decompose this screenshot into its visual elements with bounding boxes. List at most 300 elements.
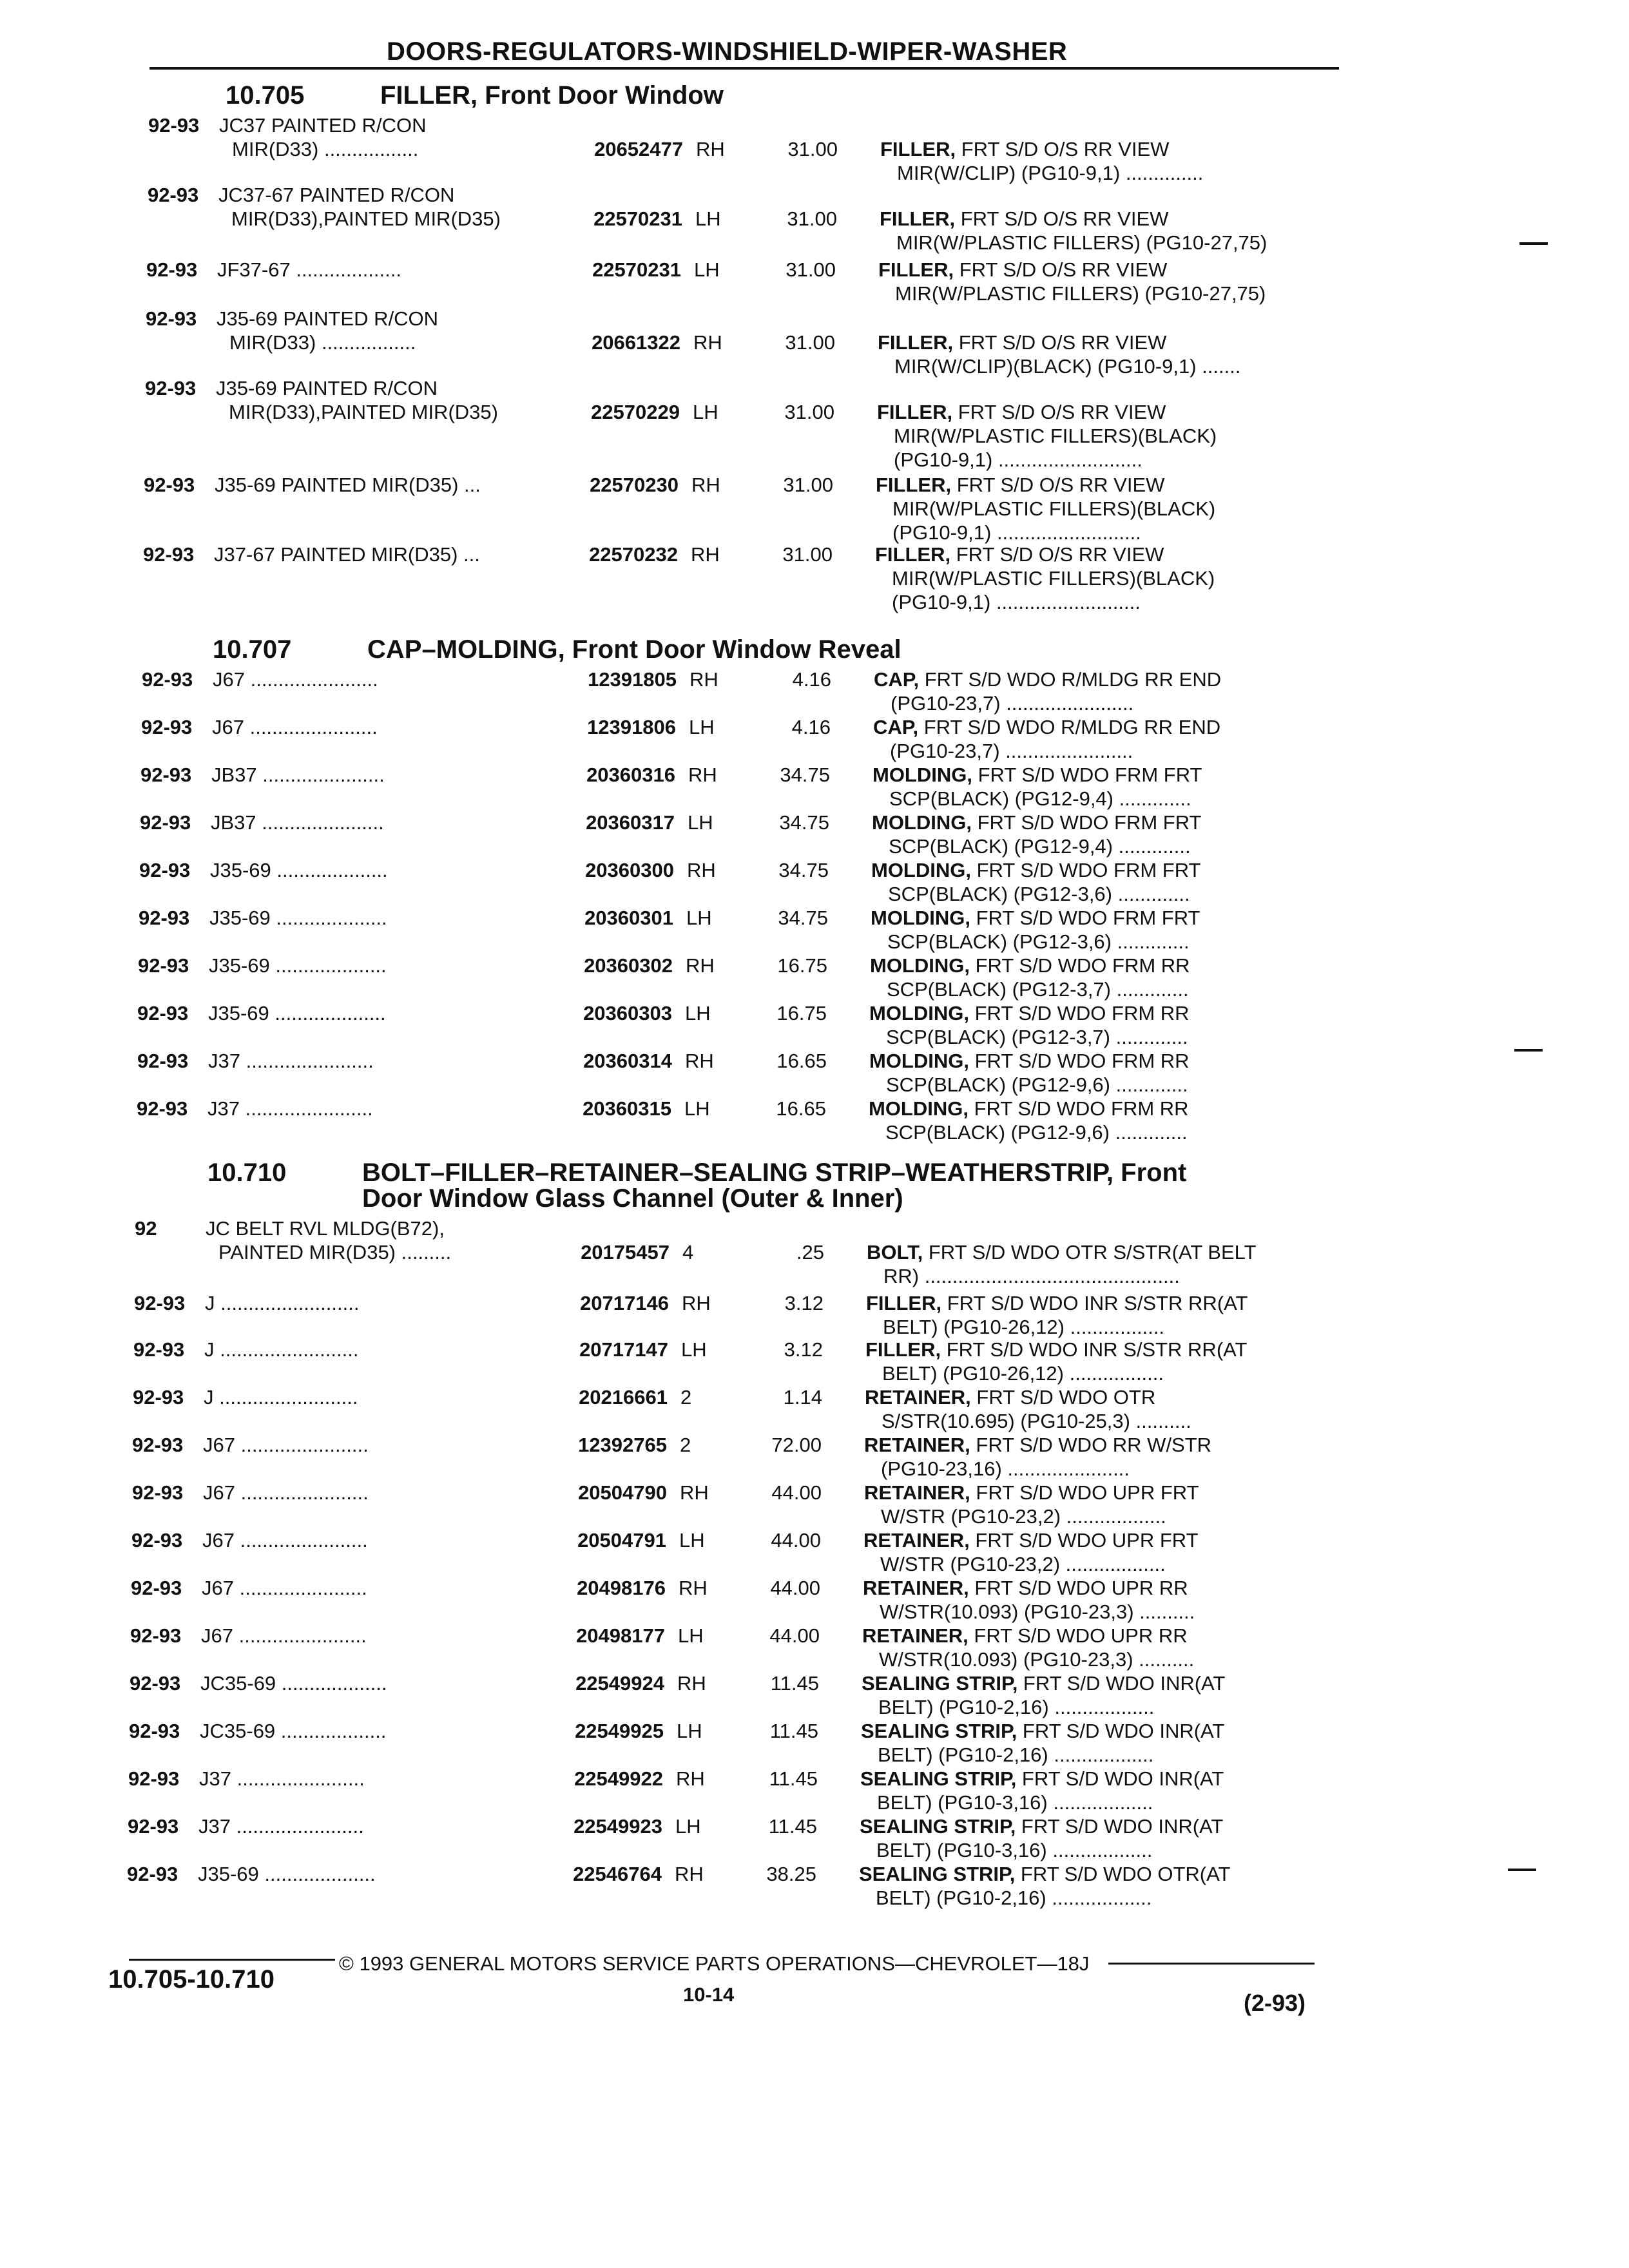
part-description-text: FRT S/D WDO INR(AT	[1017, 1672, 1226, 1695]
part-description-line: RR) ..............................................	[883, 1265, 1180, 1287]
application-desc: J .........................	[204, 1386, 358, 1408]
part-description	[880, 137, 1169, 161]
part-description-text: FRT S/D WDO UPR RR	[968, 1624, 1188, 1647]
side-qty: LH	[685, 1002, 711, 1024]
model-year: 92-93	[148, 114, 200, 137]
part-name: CAP,	[873, 716, 919, 738]
part-description-line: S/STR(10.695) (PG10-25,3) ..........	[882, 1410, 1191, 1432]
application-desc: J35-69 ....................	[209, 907, 387, 929]
part-description	[871, 858, 1201, 882]
price: 4.16	[791, 716, 831, 738]
application-desc: JC37 PAINTED R/CON	[219, 114, 427, 137]
part-description-text: FRT S/D WDO FRM FRT	[970, 907, 1200, 929]
part-description-text: FRT S/D O/S RR VIEW	[950, 543, 1164, 566]
model-year: 92-93	[131, 1577, 182, 1599]
part-description-line: SCP(BLACK) (PG12-9,6) .............	[885, 1121, 1188, 1144]
application-desc: J35-69 ....................	[208, 1002, 386, 1024]
part-description	[867, 1240, 1257, 1264]
part-description-line: SCP(BLACK) (PG12-3,6) .............	[888, 883, 1190, 905]
part-number: 22570230	[590, 474, 679, 496]
part-name: FILLER,	[876, 474, 952, 496]
application-desc: JB37 ......................	[211, 764, 385, 786]
price: 34.75	[778, 907, 828, 929]
side-qty: RH	[677, 1672, 706, 1695]
part-description	[878, 258, 1167, 282]
model-year: 92-93	[138, 954, 189, 977]
part-name: RETAINER,	[865, 1386, 971, 1408]
part-description	[860, 1814, 1223, 1838]
model-year: 92-93	[133, 1338, 185, 1361]
footer-revision-date: (2-93)	[1244, 1990, 1306, 2016]
margin-mark	[1508, 1869, 1536, 1871]
side-qty: RH	[675, 1863, 704, 1885]
part-description-text: FRT S/D WDO INR S/STR RR(AT	[941, 1338, 1248, 1361]
side-qty: LH	[686, 907, 712, 929]
part-description-text: FRT S/D WDO OTR(AT	[1015, 1863, 1231, 1885]
part-number: 12392765	[578, 1434, 667, 1456]
part-description	[863, 1528, 1199, 1552]
application-desc: J35-69 ....................	[209, 954, 387, 977]
price: 16.65	[776, 1050, 827, 1072]
price: 31.00	[787, 207, 837, 230]
part-number: 22570231	[593, 207, 682, 230]
application-desc-cont: MIR(D33),PAINTED MIR(D35)	[231, 207, 501, 230]
part-description-line: W/STR (PG10-23,2) ..................	[881, 1505, 1166, 1528]
part-number: 12391806	[587, 716, 676, 738]
part-number: 20360317	[586, 811, 675, 834]
side-qty: LH	[693, 401, 718, 423]
part-description-text: FRT S/D WDO R/MLDG RR END	[918, 716, 1221, 738]
footer-rule-right	[1108, 1963, 1315, 1965]
side-qty: LH	[684, 1097, 710, 1120]
application-desc: JC35-69 ...................	[200, 1672, 387, 1695]
price: 44.00	[771, 1529, 821, 1552]
side-qty: RH	[679, 1577, 708, 1599]
application-desc: J37 .......................	[199, 1767, 365, 1790]
part-description-line: MIR(W/CLIP) (PG10-9,1) ..............	[897, 162, 1204, 184]
part-name: MOLDING,	[869, 1050, 969, 1072]
price: 34.75	[780, 764, 830, 786]
price: 16.75	[777, 954, 827, 977]
price: .25	[796, 1241, 824, 1264]
price: 31.00	[783, 474, 833, 496]
part-name: FILLER,	[866, 1292, 942, 1314]
part-description	[862, 1671, 1225, 1695]
application-desc: J35-69 ....................	[210, 859, 388, 881]
side-qty: RH	[686, 954, 715, 977]
part-description-text: FRT S/D WDO OTR	[970, 1386, 1156, 1408]
part-description-text: FRT S/D WDO FRM FRT	[972, 811, 1202, 834]
part-name: SEALING STRIP,	[861, 1720, 1017, 1742]
application-desc: J37 .......................	[198, 1815, 364, 1838]
application-desc: J35-69 PAINTED R/CON	[217, 307, 438, 330]
part-name: SEALING STRIP,	[860, 1815, 1016, 1838]
part-description-text: FRT S/D O/S RR VIEW	[955, 207, 1169, 230]
model-year: 92-93	[142, 668, 193, 691]
side-qty: RH	[696, 138, 725, 160]
part-description	[878, 331, 1166, 354]
application-desc-cont: MIR(D33) .................	[232, 138, 419, 160]
part-name: RETAINER,	[863, 1577, 969, 1599]
part-description-text: FRT S/D O/S RR VIEW	[951, 474, 1165, 496]
side-qty: LH	[678, 1624, 704, 1647]
model-year: 92	[135, 1217, 157, 1240]
part-name: MOLDING,	[871, 859, 971, 881]
section-number: 10.705	[226, 81, 305, 110]
side-qty: RH	[682, 1292, 711, 1314]
model-year: 92-93	[132, 1481, 184, 1504]
side-qty: LH	[695, 207, 721, 230]
model-year: 92-93	[146, 258, 198, 281]
model-year: 92-93	[129, 1720, 180, 1742]
model-year: 92-93	[143, 543, 195, 566]
part-number: 20360302	[584, 954, 673, 977]
price: 11.45	[769, 1767, 818, 1790]
side-qty: RH	[691, 543, 720, 566]
part-description-line: W/STR (PG10-23,2) ..................	[880, 1553, 1166, 1575]
part-number: 20360316	[586, 764, 675, 786]
part-description-text: FRT S/D WDO FRM RR	[969, 1002, 1190, 1024]
part-description-line: MIR(W/PLASTIC FILLERS)(BLACK)	[892, 497, 1216, 520]
side-qty: LH	[689, 716, 715, 738]
part-description	[869, 1001, 1190, 1025]
part-number: 22570231	[592, 258, 681, 281]
part-description-line: SCP(BLACK) (PG12-9,6) .............	[886, 1073, 1188, 1096]
part-description-text: FRT S/D WDO RR W/STR	[970, 1434, 1212, 1456]
part-number: 20216661	[579, 1386, 668, 1408]
model-year: 92-93	[137, 1050, 189, 1072]
model-year: 92-93	[128, 1815, 179, 1838]
part-description-line: MIR(W/PLASTIC FILLERS)(BLACK)	[892, 567, 1215, 590]
application-desc: J35-69 PAINTED R/CON	[216, 377, 438, 399]
price: 44.00	[769, 1624, 820, 1647]
side-qty: LH	[688, 811, 713, 834]
part-description	[872, 811, 1202, 834]
application-desc: J .........................	[204, 1338, 359, 1361]
part-name: RETAINER,	[862, 1624, 969, 1647]
part-description-text: FRT S/D WDO FRM FRT	[972, 764, 1202, 786]
side-qty: LH	[677, 1720, 702, 1742]
part-number: 12391805	[588, 668, 677, 691]
side-qty: 2	[680, 1386, 692, 1408]
model-year: 92-93	[130, 1672, 181, 1695]
part-description	[866, 1291, 1248, 1315]
part-number: 20360314	[583, 1050, 672, 1072]
part-description	[865, 1338, 1247, 1361]
part-description-text: FRT S/D WDO INR(AT	[1016, 1815, 1224, 1838]
part-description-line: BELT) (PG10-2,16) ..................	[878, 1696, 1155, 1718]
part-name: RETAINER,	[864, 1481, 970, 1504]
part-description-line: (PG10-9,1) ..........................	[894, 448, 1142, 471]
part-description-line: BELT) (PG10-26,12) .................	[883, 1316, 1165, 1338]
part-description-text: FRT S/D WDO OTR S/STR(AT BELT	[923, 1241, 1257, 1264]
side-qty: LH	[681, 1338, 707, 1361]
part-description-text: FRT S/D WDO INR(AT	[1016, 1767, 1224, 1790]
part-description	[863, 1576, 1188, 1600]
part-description-line: SCP(BLACK) (PG12-3,7) .............	[887, 978, 1189, 1001]
model-year: 92-93	[139, 859, 191, 881]
part-description-line: MIR(W/PLASTIC FILLERS) (PG10-27,75)	[895, 282, 1266, 305]
side-qty: RH	[693, 331, 722, 354]
part-name: FILLER,	[877, 401, 953, 423]
model-year: 92-93	[128, 1767, 180, 1790]
part-description-text: FRT S/D WDO INR S/STR RR(AT	[941, 1292, 1248, 1314]
application-desc: JC35-69 ...................	[200, 1720, 387, 1742]
section-heading: CAP–MOLDING, Front Door Window Reveal	[367, 635, 901, 664]
part-description	[861, 1719, 1224, 1743]
footer-section-range: 10.705-10.710	[108, 1965, 275, 1994]
part-description-text: FRT S/D O/S RR VIEW	[953, 331, 1167, 354]
part-number: 20360315	[583, 1097, 671, 1120]
part-description	[875, 543, 1164, 566]
price: 38.25	[766, 1863, 816, 1885]
part-name: SEALING STRIP,	[859, 1863, 1016, 1885]
section-number: 10.707	[213, 635, 292, 664]
part-description-text: FRT S/D WDO UPR FRT	[970, 1481, 1199, 1504]
model-year: 92-93	[141, 716, 193, 738]
model-year: 92-93	[131, 1529, 183, 1552]
model-year: 92-93	[144, 474, 195, 496]
part-description-line: BELT) (PG10-2,16) ..................	[876, 1887, 1152, 1909]
price: 11.45	[768, 1815, 817, 1838]
model-year: 92-93	[145, 377, 197, 399]
price: 1.14	[783, 1386, 822, 1408]
model-year: 92-93	[140, 811, 191, 834]
part-name: RETAINER,	[863, 1529, 970, 1552]
part-description	[880, 207, 1168, 231]
price: 16.65	[776, 1097, 826, 1120]
application-desc: J37 .......................	[208, 1050, 374, 1072]
part-description-text: FRT S/D WDO UPR RR	[969, 1577, 1188, 1599]
part-name: MOLDING,	[872, 811, 972, 834]
model-year: 92-93	[140, 764, 192, 786]
part-description	[871, 906, 1200, 930]
section-title	[207, 1160, 1186, 1211]
application-desc: J67 .......................	[212, 716, 378, 738]
part-number: 20360300	[585, 859, 674, 881]
part-description-text: FRT S/D O/S RR VIEW	[952, 401, 1166, 423]
part-number: 22570232	[589, 543, 678, 566]
part-description	[859, 1862, 1230, 1886]
side-qty: RH	[689, 668, 718, 691]
section-number: 10.710	[207, 1158, 287, 1187]
part-description-line: BELT) (PG10-3,16) ..................	[877, 1791, 1153, 1814]
part-number: 20504790	[578, 1481, 667, 1504]
part-number: 20504791	[577, 1529, 666, 1552]
part-description-line: (PG10-23,16) ......................	[881, 1457, 1130, 1480]
part-description-line: SCP(BLACK) (PG12-9,4) .............	[889, 835, 1191, 858]
model-year: 92-93	[148, 184, 199, 206]
part-description-line: W/STR(10.093) (PG10-23,3) ..........	[880, 1600, 1195, 1623]
part-number: 20717147	[579, 1338, 668, 1361]
part-description	[874, 668, 1221, 691]
price: 11.45	[770, 1672, 819, 1695]
part-number: 20360303	[583, 1002, 672, 1024]
side-qty: RH	[688, 764, 717, 786]
part-description-line: (PG10-9,1) ..........................	[892, 521, 1141, 544]
part-number: 22549924	[575, 1672, 664, 1695]
price: 34.75	[778, 859, 829, 881]
part-description-text: FRT S/D O/S RR VIEW	[954, 258, 1168, 281]
part-name: FILLER,	[880, 138, 956, 160]
part-number: 22546764	[573, 1863, 662, 1885]
footer-page-number: 10-14	[683, 1983, 735, 2006]
part-number: 22549925	[575, 1720, 664, 1742]
side-qty: 4	[682, 1241, 694, 1264]
part-name: FILLER,	[875, 543, 951, 566]
application-desc-cont: MIR(D33),PAINTED MIR(D35)	[229, 401, 498, 423]
part-description-text: FRT S/D WDO FRM FRT	[971, 859, 1201, 881]
part-name: SEALING STRIP,	[862, 1672, 1018, 1695]
part-description	[864, 1433, 1211, 1457]
price: 3.12	[784, 1292, 824, 1314]
part-number: 20498176	[577, 1577, 666, 1599]
price: 31.00	[787, 138, 838, 160]
part-name: MOLDING,	[870, 954, 970, 977]
part-description-line: SCP(BLACK) (PG12-9,4) .............	[889, 787, 1191, 810]
part-name: SEALING STRIP,	[860, 1767, 1017, 1790]
part-description-text: FRT S/D WDO FRM RR	[969, 1050, 1190, 1072]
model-year: 92-93	[132, 1434, 184, 1456]
part-description	[869, 1049, 1190, 1073]
part-name: FILLER,	[865, 1338, 941, 1361]
margin-mark	[1514, 1049, 1543, 1052]
price: 31.00	[784, 401, 834, 423]
side-qty: RH	[687, 859, 716, 881]
application-desc: J67 .......................	[202, 1577, 367, 1599]
page-header-title: DOORS-REGULATORS-WINDSHIELD-WIPER-WASHER	[387, 37, 1068, 66]
part-name: RETAINER,	[864, 1434, 970, 1456]
section-heading-continued: Door Window Glass Channel (Outer & Inner)	[362, 1184, 903, 1213]
application-desc: JF37-67 ...................	[217, 258, 401, 281]
part-description-text: FRT S/D WDO UPR FRT	[969, 1529, 1199, 1552]
price: 11.45	[769, 1720, 818, 1742]
price: 72.00	[771, 1434, 822, 1456]
price: 44.00	[770, 1577, 820, 1599]
price: 4.16	[792, 668, 831, 691]
part-description-line: MIR(W/PLASTIC FILLERS) (PG10-27,75)	[896, 231, 1268, 254]
part-description	[876, 473, 1164, 497]
section-title	[226, 82, 724, 108]
price: 31.00	[785, 331, 835, 354]
application-desc: J67 .......................	[201, 1624, 367, 1647]
part-number: 20652477	[594, 138, 683, 160]
model-year: 92-93	[146, 307, 197, 330]
application-desc-cont: MIR(D33) .................	[229, 331, 416, 354]
part-description-text: FRT S/D WDO INR(AT	[1017, 1720, 1225, 1742]
part-number: 20175457	[581, 1241, 670, 1264]
part-description-line: BELT) (PG10-26,12) .................	[882, 1362, 1164, 1385]
application-desc: J67 .......................	[203, 1434, 369, 1456]
part-name: MOLDING,	[869, 1002, 969, 1024]
part-description	[862, 1624, 1188, 1648]
part-number: 20360301	[584, 907, 673, 929]
part-description	[864, 1481, 1199, 1504]
application-desc: JB37 ......................	[211, 811, 384, 834]
application-desc: J37-67 PAINTED MIR(D35) ...	[214, 543, 480, 566]
header-rule	[149, 67, 1339, 70]
section-title	[213, 637, 901, 662]
application-desc-cont: PAINTED MIR(D35) .........	[218, 1241, 452, 1264]
part-description-line: (PG10-23,7) .......................	[891, 692, 1134, 715]
section-heading: BOLT–FILLER–RETAINER–SEALING STRIP–WEATHERSTRIP, Front	[362, 1158, 1187, 1187]
price: 44.00	[771, 1481, 822, 1504]
side-qty: RH	[680, 1481, 709, 1504]
part-number: 20717146	[580, 1292, 669, 1314]
part-name: FILLER,	[878, 331, 954, 354]
section-heading: FILLER, Front Door Window	[380, 81, 724, 110]
model-year: 92-93	[139, 907, 190, 929]
part-description-line: (PG10-9,1) ..........................	[892, 591, 1141, 613]
application-desc: J35-69 PAINTED MIR(D35) ...	[215, 474, 481, 496]
side-qty: RH	[676, 1767, 705, 1790]
price: 16.75	[776, 1002, 827, 1024]
model-year: 92-93	[137, 1097, 188, 1120]
part-description-line: SCP(BLACK) (PG12-3,7) .............	[886, 1026, 1188, 1048]
part-number: 20661322	[592, 331, 680, 354]
part-description	[860, 1767, 1224, 1791]
part-description-line: W/STR(10.093) (PG10-23,3) ..........	[879, 1648, 1195, 1671]
side-qty: LH	[679, 1529, 705, 1552]
model-year: 92-93	[127, 1863, 178, 1885]
part-description	[872, 763, 1202, 787]
margin-mark	[1519, 242, 1548, 245]
part-name: MOLDING,	[869, 1097, 969, 1120]
part-description-line: MIR(W/PLASTIC FILLERS)(BLACK)	[894, 425, 1217, 447]
part-description-text: FRT S/D WDO R/MLDG RR END	[919, 668, 1222, 691]
part-name: FILLER,	[878, 258, 954, 281]
part-description-line: BELT) (PG10-2,16) ..................	[878, 1744, 1154, 1766]
price: 31.00	[786, 258, 836, 281]
part-description-text: FRT S/D WDO FRM RR	[970, 954, 1190, 977]
part-description-line: BELT) (PG10-3,16) ..................	[876, 1839, 1153, 1861]
application-desc: JC37-67 PAINTED R/CON	[218, 184, 455, 206]
part-description	[870, 954, 1190, 977]
part-name: CAP,	[874, 668, 920, 691]
part-description-line: MIR(W/CLIP)(BLACK) (PG10-9,1) .......	[894, 355, 1241, 378]
side-qty: LH	[694, 258, 720, 281]
part-number: 22570229	[591, 401, 680, 423]
side-qty: RH	[685, 1050, 714, 1072]
model-year: 92-93	[134, 1292, 186, 1314]
application-desc: J37 .......................	[207, 1097, 373, 1120]
footer-copyright: © 1993 GENERAL MOTORS SERVICE PARTS OPERATIONS—CHEVROLET—18J	[339, 1952, 1090, 1975]
price: 3.12	[784, 1338, 823, 1361]
part-number: 22549922	[574, 1767, 663, 1790]
part-number: 22549923	[574, 1815, 662, 1838]
part-description-text: FRT S/D O/S RR VIEW	[956, 138, 1170, 160]
part-number: 20498177	[576, 1624, 665, 1647]
footer-rule-left	[129, 1959, 335, 1961]
part-description	[865, 1385, 1155, 1409]
application-desc: JC BELT RVL MLDG(B72),	[206, 1217, 445, 1240]
model-year: 92-93	[130, 1624, 182, 1647]
side-qty: RH	[691, 474, 720, 496]
part-name: BOLT,	[867, 1241, 923, 1264]
price: 31.00	[782, 543, 833, 566]
part-name: MOLDING,	[872, 764, 972, 786]
price: 34.75	[779, 811, 829, 834]
side-qty: LH	[675, 1815, 701, 1838]
part-name: FILLER,	[880, 207, 956, 230]
application-desc: J35-69 ....................	[198, 1863, 376, 1885]
side-qty: 2	[680, 1434, 691, 1456]
model-year: 92-93	[133, 1386, 184, 1408]
part-description	[869, 1097, 1189, 1120]
model-year: 92-93	[137, 1002, 189, 1024]
application-desc: J67 .......................	[213, 668, 378, 691]
part-description	[877, 400, 1166, 424]
